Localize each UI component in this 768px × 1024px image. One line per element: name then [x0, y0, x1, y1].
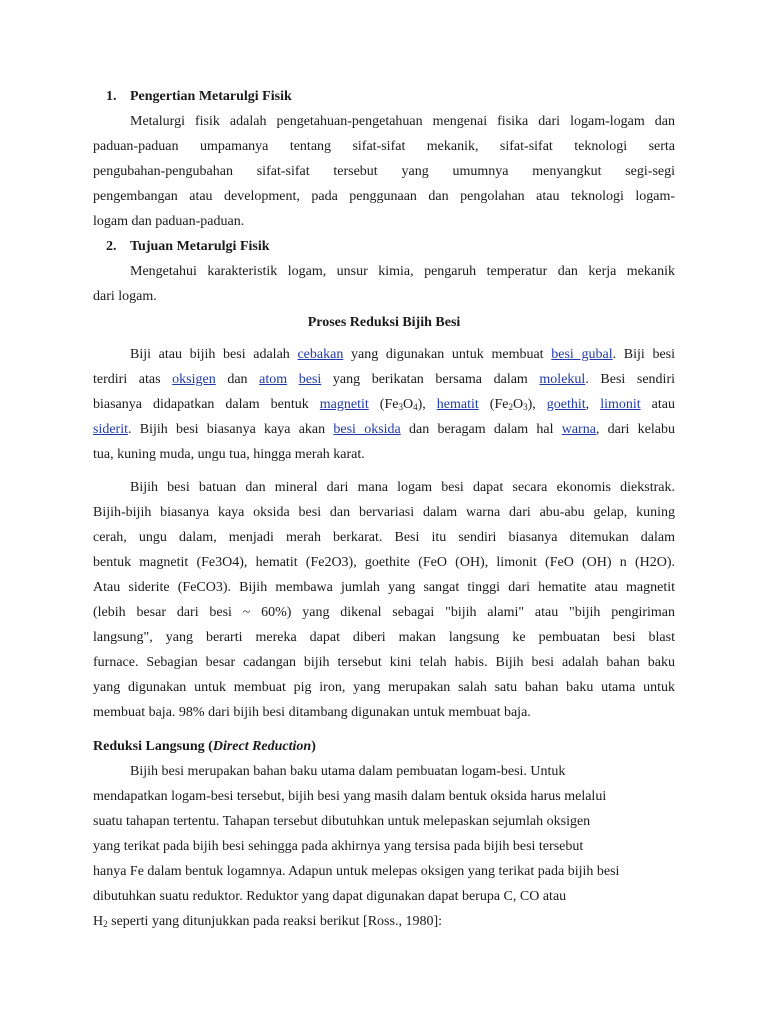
- link-molekul[interactable]: molekul: [539, 372, 586, 387]
- reduksi-line: suatu tahapan tertentu. Tahapan tersebut dibutuhkan untuk melepaskan sejumlah oksigen: [93, 814, 591, 829]
- section-1-line: paduan-paduan umpamanya tentang sifat-sifat mekanik, sifat-sifat teknologi serta: [93, 139, 675, 154]
- proses-p2-line: membuat baja. 98% dari bijih besi ditambang digunakan untuk membuat baja.: [93, 705, 531, 720]
- link-magnetit[interactable]: magnetit: [319, 397, 369, 412]
- proses-p2-line: bentuk magnetit (Fe3O4), hematit (Fe2O3), goethite (FeO (OH), limonit (FeO (OH) n (H2O).: [93, 555, 675, 570]
- link-atom[interactable]: atom: [259, 372, 288, 387]
- proses-p1-line-4: siderit. Bijih besi biasanya kaya akan besi oksida dan beragam dalam hal warna, dari kelabu: [93, 422, 676, 437]
- proses-p1-line-2: terdiri atas oksigen dan atom besi yang berikatan bersama dalam molekul. Besi sendiri: [93, 372, 675, 387]
- reduksi-line: dibutuhkan suatu reduktor. Reduktor yang dapat digunakan dapat berupa C, CO atau: [93, 889, 567, 904]
- proses-p2-line: langsung", yang berarti mereka dapat diberi makan langsung ke pembuatan besi blast: [93, 630, 675, 645]
- link-limonit[interactable]: limonit: [600, 397, 641, 412]
- section-2-number: 2.: [106, 239, 117, 254]
- reduksi-line: Bijih besi merupakan bahan baku utama dalam pembuatan logam-besi. Untuk: [130, 764, 566, 779]
- section-1-heading: Pengertian Metarulgi Fisik: [130, 89, 292, 104]
- proses-p2-line: furnace. Sebagian besar cadangan bijih tersebut kini telah habis. Bijih besi adalah bahan baku: [93, 655, 675, 670]
- proses-p2-line: Bijih besi batuan dan mineral dari mana logam besi dapat secara ekonomis diekstrak.: [130, 480, 675, 495]
- proses-p1-line-5: tua, kuning muda, ungu tua, hingga merah karat.: [93, 447, 365, 462]
- proses-p2-line: (lebih besar dari besi ~ 60%) yang dikenal sebagai "bijih alami" atau "bijih pengiriman: [93, 605, 675, 620]
- proses-title: Proses Reduksi Bijih Besi: [307, 315, 461, 330]
- link-besi-oksida[interactable]: besi oksida: [333, 422, 401, 437]
- reduksi-line: yang terikat pada bijih besi sehingga pada akhirnya yang tersisa pada bijih besi tersebut: [93, 839, 584, 854]
- link-besi-gubal[interactable]: besi gubal: [551, 347, 613, 362]
- proses-p1-line-3: biasanya didapatkan dalam bentuk magnetit $(Fe_3O_4)$, hematit $(Fe_2O_3)$, goethit, limonit atau: [93, 397, 675, 412]
- link-warna[interactable]: warna: [561, 422, 596, 437]
- section-2-heading: Tujuan Metarulgi Fisik: [130, 239, 270, 254]
- proses-p2-line: yang digunakan untuk membuat pig iron, yang merupakan salah satu bahan baku utama untuk: [93, 680, 675, 695]
- section-1-line: pengembangan atau development, pada penggunaan dan pengolahan atau teknologi logam-: [93, 189, 675, 204]
- link-cebakan[interactable]: cebakan: [297, 347, 344, 362]
- proses-p2-line: Atau siderite (FeCO3). Bijih membawa jumlah yang sangat tinggi dari hematite atau magnetit: [93, 580, 675, 595]
- link-besi[interactable]: besi: [298, 372, 322, 387]
- reduksi-line: hanya Fe dalam bentuk logamnya. Adapun untuk melepas oksigen yang terikat pada bijih besi: [93, 864, 620, 879]
- proses-p2-line: Bijih-bijih biasanya kaya oksida besi dan bervariasi dalam warna dari abu-abu gelap, kuning: [93, 505, 675, 520]
- link-oksigen[interactable]: oksigen: [172, 372, 216, 387]
- section-2-line: dari logam.: [93, 289, 157, 304]
- reduksi-line: mendapatkan logam-besi tersebut, bijih besi yang masih dalam bentuk oksida harus melalui: [93, 789, 607, 804]
- section-1-line: pengubahan-pengubahan sifat-sifat tersebut yang umumnya menyangkut segi-segi: [93, 164, 675, 179]
- reduksi-last-line: $H_2$ seperti yang ditunjukkan pada reaksi berikut [Ross., 1980]:: [93, 914, 442, 929]
- section-1-line: Metalurgi fisik adalah pengetahuan-pengetahuan mengenai fisika dari logam-logam dan: [130, 114, 675, 129]
- link-siderit[interactable]: siderit: [93, 422, 128, 437]
- proses-p1-line-1: Biji atau bijih besi adalah cebakan yang digunakan untuk membuat besi gubal. Biji besi: [130, 347, 676, 362]
- section-1-number: 1.: [106, 89, 117, 104]
- section-2-line: Mengetahui karakteristik logam, unsur kimia, pengaruh temperatur dan kerja mekanik: [130, 264, 675, 279]
- proses-p2-line: cerah, ungu dalam, menjadi merah berkarat. Besi itu sendiri biasanya ditemukan dalam: [93, 530, 675, 545]
- link-goethit[interactable]: goethit: [546, 397, 586, 412]
- link-hematit[interactable]: hematit: [436, 397, 479, 412]
- section-1-line: logam dan paduan-paduan.: [93, 214, 245, 229]
- reduksi-heading: Reduksi Langsung (Direct Reduction): [93, 739, 316, 754]
